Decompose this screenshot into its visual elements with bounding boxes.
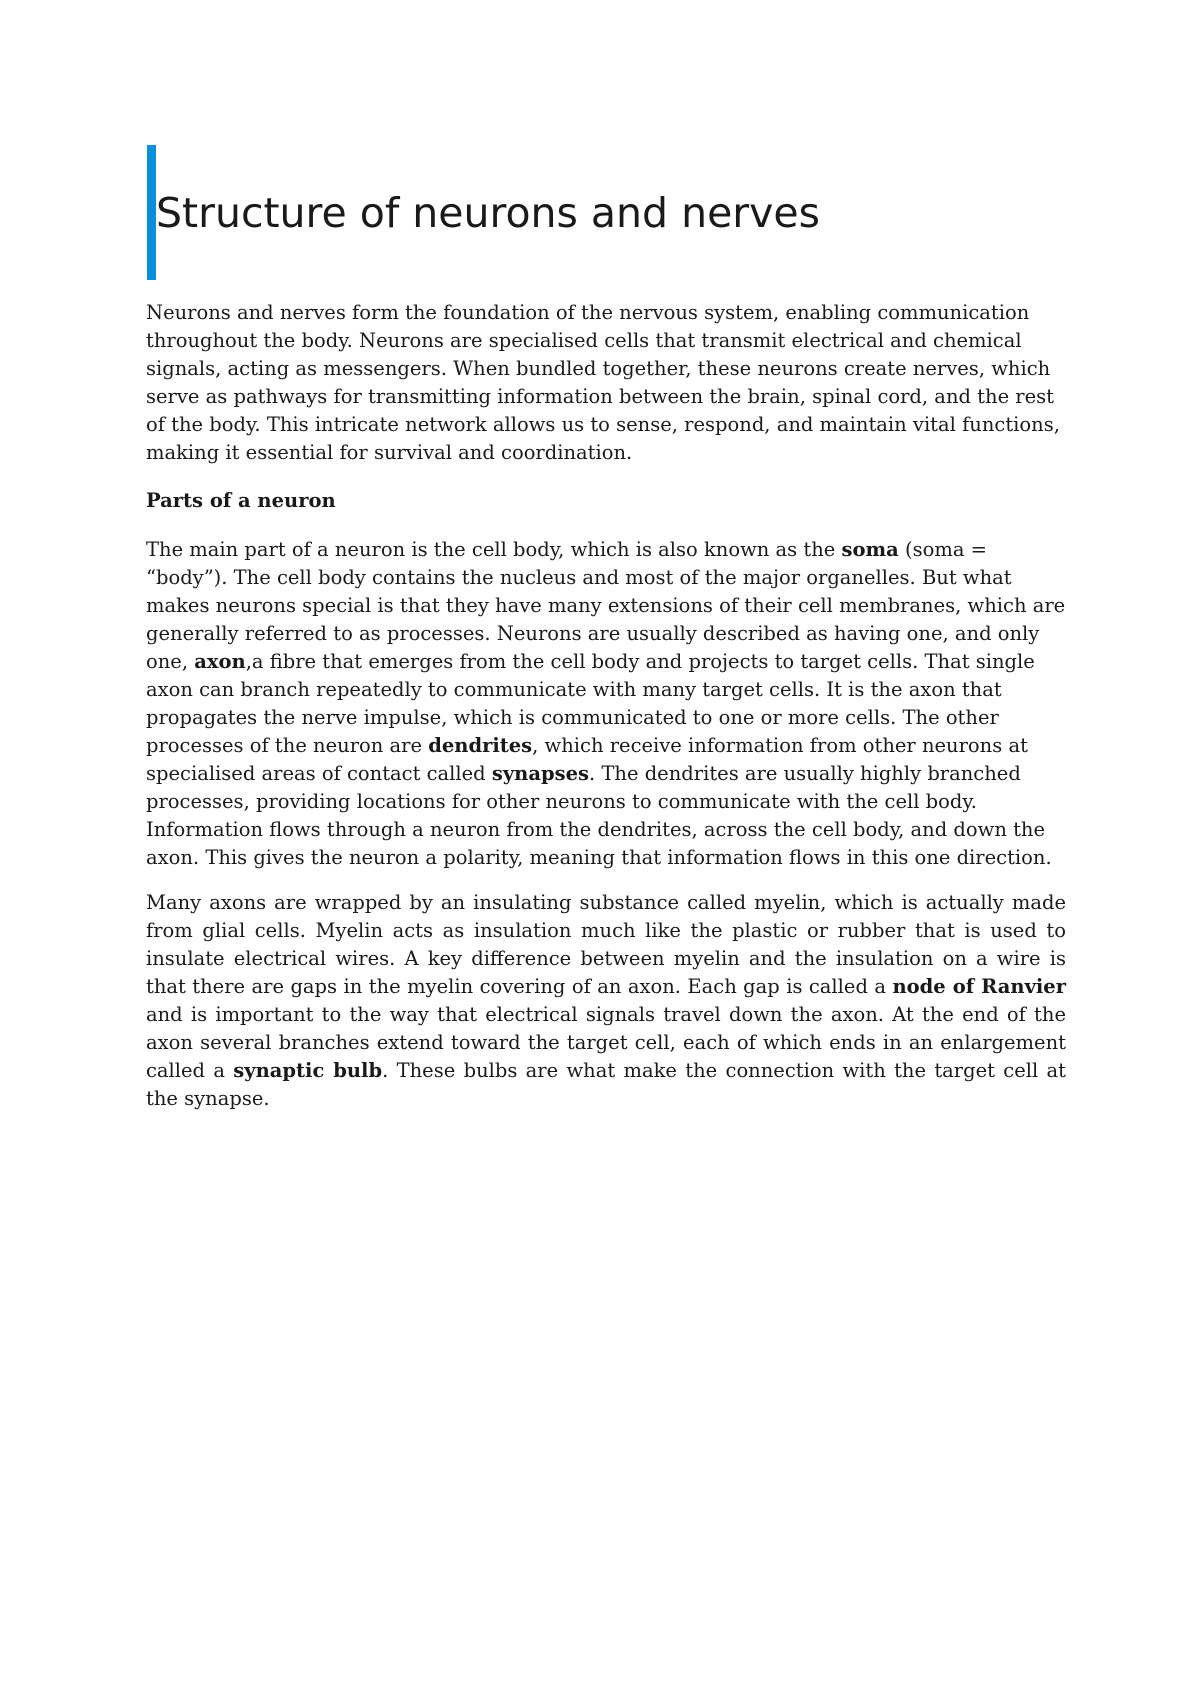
text-run: . These bulbs are what make the connection with the target cell at the synapse. bbox=[146, 1059, 1066, 1110]
text-run: The main part of a neuron is the cell body, which is also known as the bbox=[146, 538, 842, 561]
neuron-parts-paragraph bbox=[146, 536, 1066, 872]
intro-paragraph: Neurons and nerves form the foundation of the nervous system, enabling communication throughout the body. Neurons are specialised cells that transmit electrical and chemical signals, acting as messengers. When bundled together, these neurons create nerves, which serve as pathways for transmitting information between the brain, spinal cord, and the rest of the body. This intricate network allows us to sense, respond, and maintain vital functions, making it essential for survival and coordination. bbox=[146, 301, 1060, 464]
term-axon: axon bbox=[194, 650, 246, 673]
page-title: Structure of neurons and nerves bbox=[156, 189, 821, 237]
title-accent-bar bbox=[147, 145, 156, 280]
text-run: . The dendrites are usually highly branched processes, providing locations for other neurons to communicate with the cell body. Information flows through a neuron from the dendrites, across the cell body, and down the axon. This gives the neuron a polarity, meaning that information flows in this one direction. bbox=[146, 762, 1052, 869]
document-body bbox=[146, 299, 1066, 1113]
term-node-of-ranvier: node of Ranvier bbox=[892, 975, 1066, 998]
term-soma: soma bbox=[841, 538, 899, 561]
term-synapses: synapses bbox=[491, 762, 589, 785]
text-run: and is important to the way that electrical signals travel down the axon. At the end of the axon several branches extend toward the target cell, each of which ends in an enlargement called a bbox=[146, 1003, 1066, 1082]
myelin-paragraph bbox=[146, 889, 1066, 1113]
text-run: Many axons are wrapped by an insulating substance called myelin, which is actually made from glial cells. Myelin acts as insulation much like the plastic or rubber that is used to insulate electrical wires. A key difference between myelin and the insulation on a wire is that there are gaps in the myelin covering of an axon. Each gap is called a bbox=[146, 891, 1066, 998]
term-dendrites: dendrites bbox=[428, 734, 533, 757]
text-run: (soma = “body”). The cell body contains the nucleus and most of the major organelles. But what makes neurons special is that they have many extensions of their cell membranes, which are generally referred to as processes. Neurons are usually described as having one, and only one, bbox=[146, 538, 1066, 673]
term-synaptic-bulb: synaptic bulb bbox=[233, 1059, 383, 1082]
section-heading: Parts of a neuron bbox=[146, 489, 336, 512]
text-run: ,a fibre that emerges from the cell body and projects to target cells. That single axon can branch repeatedly to communicate with many target cells. It is the axon that propagates the nerve impulse, which is communicated to one or more cells. The other processes of the neuron are bbox=[146, 650, 1035, 757]
text-run: , which receive information from other neurons at specialised areas of contact called bbox=[146, 734, 1028, 785]
